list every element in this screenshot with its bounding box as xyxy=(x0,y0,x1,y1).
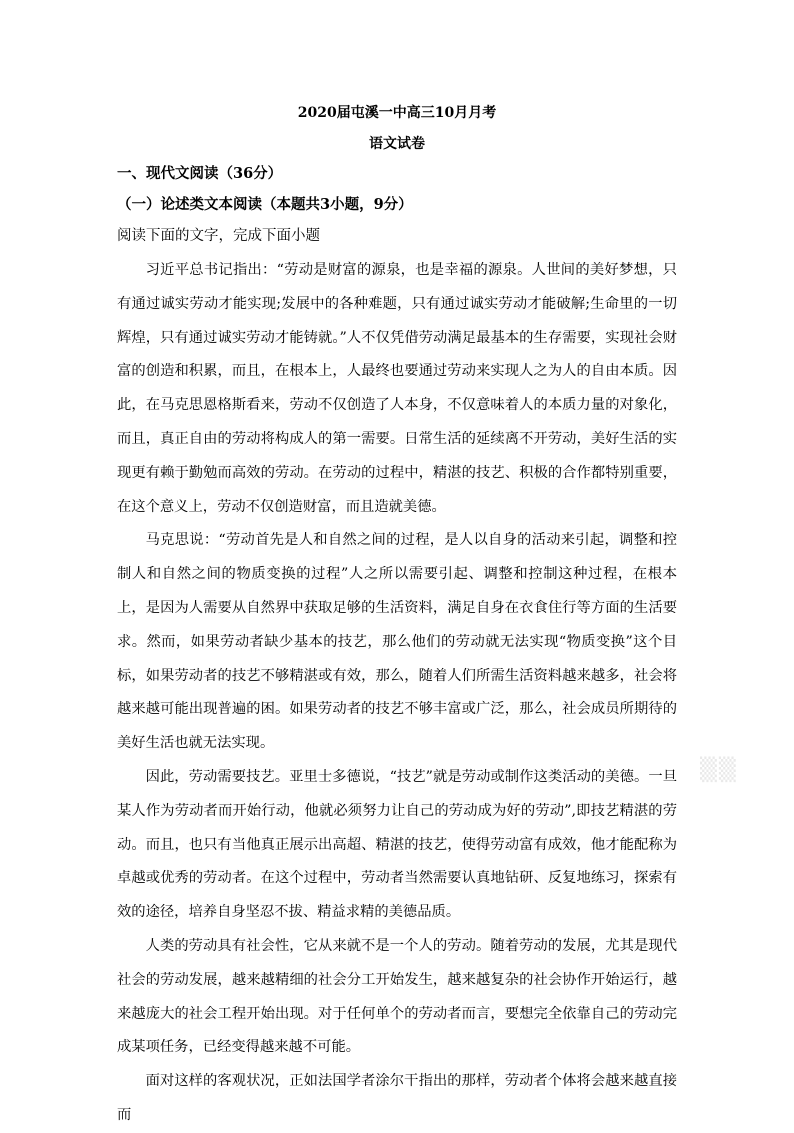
section-heading: 一、现代文阅读（36分） xyxy=(117,165,283,182)
exam-title: 2020届屯溪一中高三10月月考 xyxy=(297,105,497,121)
subject-title: 语文试卷 xyxy=(369,136,425,152)
subsection-heading: （一）论述类文本阅读（本题共3小题，9分） xyxy=(117,196,413,213)
passage-paragraph-2: 马克思说：“劳动首先是人和自然之间的过程，是人以自身的活动来引起，调整和控制人和自然之间的物质变换的过程”人之所以需要引起、调整和控制这种过程，在根本上，是因为人需要从自然界中获取足够的生活资料，满足自身在衣食住行等方面的生活要求。然而，如果劳动者缺少基本的技艺，那么他们的劳动就无法实现“物质变换”这个目标，如果劳动者的技艺不够精湛或有效，那么，随着人们所需生活资料越来越多，社会将越来越可能出现普遍的困。如果劳动者的技艺不够丰富或广泛，那么，社会成员所期待的美好生活也就无法实现。 xyxy=(117,532,677,752)
passage-paragraph-1: 习近平总书记指出：“劳动是财富的源泉，也是幸福的源泉。人世间的美好梦想，只有通过诚实劳动才能实现;发展中的各种难题，只有通过诚实劳动才能破解;生命里的一切辉煌，只有通过诚实劳动才能铸就。”人不仅凭借劳动满足最基本的生存需要，实现社会财富的创造和积累，而且，在根本上，人最终也要通过劳动来实现人之为人的自由本质。因此，在马克思恩格斯看来，劳动不仅创造了人本身，不仅意味着人的本质力量的对象化，而且，真正自由的劳动将构成人的第一需要。日常生活的延续离不开劳动，美好生活的实现更有赖于勤勉而高效的劳动。在劳动的过程中，精湛的技艺、积极的合作都特别重要，在这个意义上，劳动不仅创造财富，而且造就美德。 xyxy=(117,262,677,515)
reading-passage xyxy=(117,254,677,1133)
passage-paragraph-3: 因此，劳动需要技艺。亚里士多德说，“技艺”就是劳动或制作这类活动的美德。一旦某人作为劳动者而开始行动，他就必须努力让自己的劳动成为好的劳动”,即技艺精湛的劳动。而且，也只有当他真正展示出高超、精湛的技艺，使得劳动富有成效，他才能配称为卓越或优秀的劳动者。在这个过程中，劳动者当然需要认真地钻研、反复地练习，探索有效的途径，培养自身坚忍不拔、精益求精的美德品质。 xyxy=(117,768,677,921)
reading-instruction: 阅读下面的文字，完成下面小题 xyxy=(117,228,320,244)
faint-watermark: ▒▒ xyxy=(700,758,738,783)
passage-paragraph-4: 人类的劳动具有社会性，它从来就不是一个人的劳动。随着劳动的发展，尤其是现代社会的劳动发展，越来越精细的社会分工开始发生，越来越复杂的社会协作开始运行，越来越庞大的社会工程开始出现。对于任何单个的劳动者而言，要想完全依靠自己的劳动完成某项任务，已经变得越来越不可能。 xyxy=(117,937,677,1056)
passage-paragraph-5: 面对这样的客观状况，正如法国学者涂尔干指出的那样，劳动者个体将会越来越直接而 xyxy=(117,1073,677,1123)
